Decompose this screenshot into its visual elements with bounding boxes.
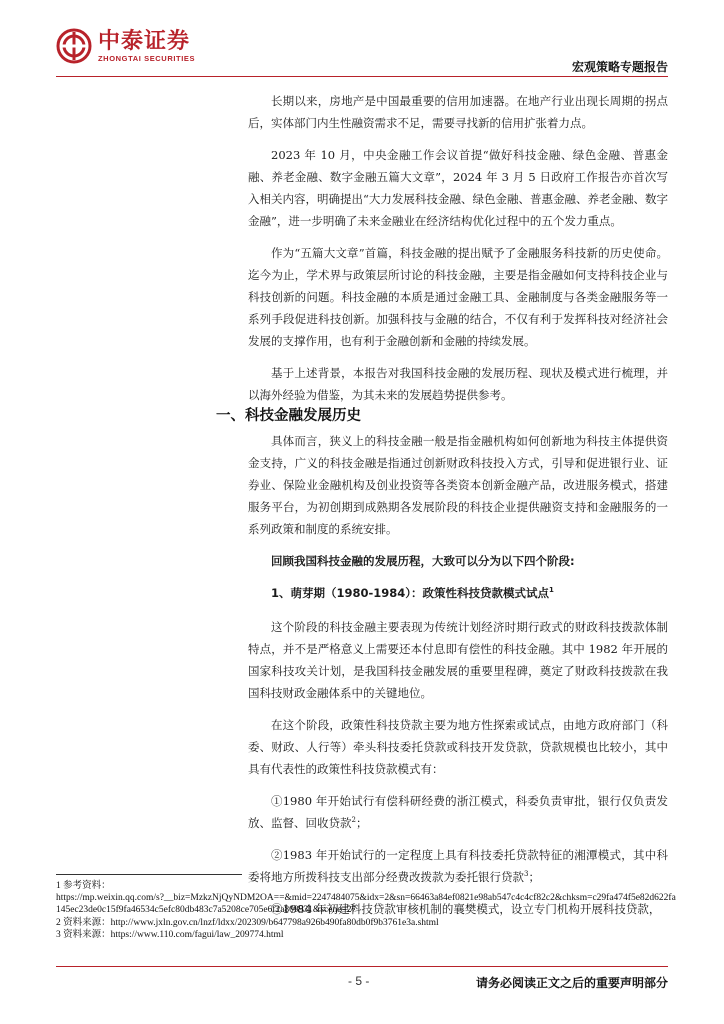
definition-paragraph: 具体而言，狭义上的科技金融一般是指金融机构如何创新地为科技主体提供资金支持，广义的科技金融是指通过创新财政科技投入方式，引导和促进银行业、证券业、保险业金融机构及创业投资等各类资本创新金融产品，改进服务模式，搭建服务平台，为初创期到成熟期各发展阶段的科技企业提供融资支持和金融服务的一系列政策和制度的系统安排。: [248, 434, 668, 536]
history-section: [248, 430, 668, 930]
footnote-3-link[interactable]: 3 资料来源：https://www.110.com/fagui/law_209774.html: [56, 929, 284, 940]
footnote-2-link[interactable]: 2 资料来源：http://www.jxln.gov.cn/lnzf/ldxx/202309/b647798a926b490fa80db0f9b3761e3a.shtml: [56, 917, 439, 928]
footnote-1-link[interactable]: https://mp.weixin.qq.com/s?__biz=MzkzNjQyNDM2OA==&mid=2247484075&idx=2&sn=66463a84ef0821e98ab547c4c4cf82c2&chksm=c29fa474f5e82d622fa145ec23de0c15f9fa46534c5efc80db483c7a5208ce705e6f2a809931&scene=27: [56, 893, 676, 916]
stage1-paragraph-1: 这个阶段的科技金融主要表现为传统计划经济时期行政式的财政科技拨款体制特点，并不是严格意义上需要还本付息即有偿性的科技金融。其中 1982 年开展的国家科技攻关计划，是我国科技金融发展的重要里程碑，奠定了财政科技拨款在我国科技财政金融体系中的关键地位。: [248, 620, 668, 700]
stage1-item-3: ③1984 年初建科技贷款审核机制的襄樊模式，设立专门机构开展科技贷款，: [271, 902, 661, 916]
item2-tail: ；: [528, 870, 540, 884]
item1-tail: ；: [355, 816, 368, 830]
footnote-divider: [56, 874, 242, 875]
brand-name-en: ZHONGTAI SECURITIES: [98, 53, 196, 63]
item1-text: ①1980 年开始试行有偿科研经费的浙江模式，科委负责审批，银行仅负责发放、监督、回收贷款: [248, 794, 668, 830]
intro-paragraph-4: 基于上述背景，本报告对我国科技金融的发展历程、现状及模式进行梳理，并以海外经验为借鉴，为其未来的发展趋势提供参考。: [248, 366, 668, 402]
footnote-1-label: 1 参考资料：: [56, 881, 111, 891]
brand-logo: [56, 28, 195, 64]
page-number: - 5 -: [348, 974, 370, 988]
intro-section: [248, 90, 668, 416]
header-divider: [56, 76, 668, 77]
footnote-ref-2[interactable]: 2: [351, 816, 356, 825]
footer-divider: [56, 966, 668, 967]
intro-paragraph-1: 长期以来，房地产是中国最重要的信用加速器。在地产行业出现长周期的拐点后，实体部门内生性融资需求不足，需要寻找新的信用扩张着力点。: [248, 94, 668, 130]
section-title: 一、科技金融发展历史: [216, 408, 361, 424]
footnotes: [56, 880, 676, 941]
report-type: 宏观策略专题报告: [571, 60, 668, 74]
disclaimer-note: 请务必阅读正文之后的重要声明部分: [475, 976, 668, 990]
brand-name-cn: 中泰证券: [98, 28, 191, 54]
intro-paragraph-2: 2023 年 10 月，中央金融工作会议首提“做好科技金融、绿色金融、普惠金融、养老金融、数字金融五篇大文章”，2024 年 3 月 5 日政府工作报告亦首次写入相关内容，明确提出“大力发展科技金融、绿色金融、普惠金融、养老金融、数字金融”，进一步明确了未来金融业在经济结构优化过程中的五个发力重点。: [248, 148, 668, 228]
zhongtai-logo-icon: [56, 28, 92, 64]
item2-text: ②1983 年开始试行的一定程度上具有科技委托贷款特征的湘潭模式，其中科委将地方所拨科技支出部分经费改拨款为委托银行贷款: [248, 848, 668, 884]
stage1-title: 1、萌芽期（1980-1984）：政策性科技贷款模式试点: [271, 586, 550, 600]
page-header: [0, 0, 724, 80]
stage1-heading: [248, 582, 668, 604]
stage1-paragraph-2: 在这个阶段，政策性科技贷款主要为地方性探索或试点，由地方政府部门（科委、财政、人行等）牵头科技委托贷款或科技开发贷款，贷款规模也比较小，其中具有代表性的政策性科技贷款模式有：: [248, 718, 668, 776]
footnote-ref-3[interactable]: 3: [524, 870, 529, 879]
stage1-item-1: [248, 790, 668, 834]
intro-paragraph-3: 作为“五篇大文章”首篇，科技金融的提出赋予了金融服务科技新的历史使命。迄今为止，学术界与政策层所讨论的科技金融，主要是指金融如何支持科技企业与科技创新的问题。科技金融的本质是通过金融工具、金融制度与各类金融服务等一系列手段促进科技创新。加强科技与金融的结合，不仅有利于发挥科技对经济社会发展的支撑作用，也有利于金融创新和金融的持续发展。: [248, 246, 668, 348]
footnote-ref-1[interactable]: 1: [549, 586, 554, 595]
stages-intro: 回顾我国科技金融的发展历程，大致可以分为以下四个阶段:: [271, 554, 575, 568]
